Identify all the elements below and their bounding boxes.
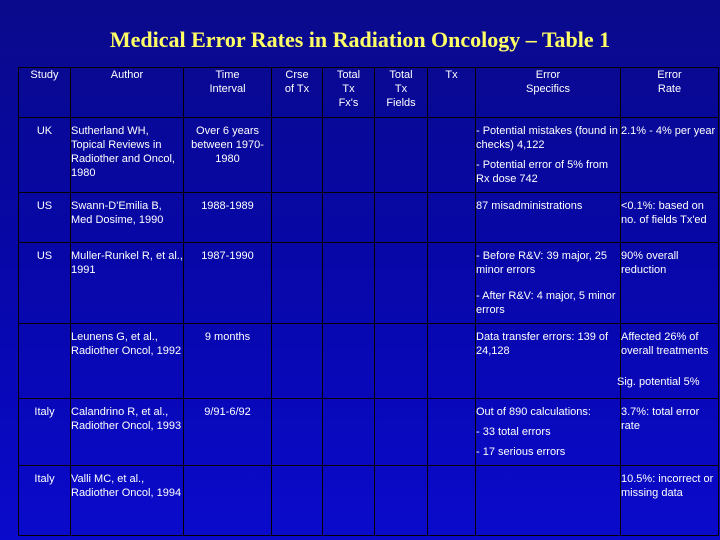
- specifics-line: - 33 total errors: [476, 426, 551, 438]
- cell-interval: 9 months: [184, 324, 272, 399]
- cell-author: Valli MC, et al., Radiother Oncol, 1994: [71, 466, 184, 536]
- cell-author: Leunens G, et al., Radiother Oncol, 1992: [71, 324, 184, 399]
- table-row: [19, 243, 719, 324]
- cell-crse: [272, 193, 323, 243]
- specifics-line: - 17 serious errors: [476, 446, 566, 458]
- header-author: Author: [71, 68, 184, 118]
- cell-tx: [428, 324, 476, 399]
- cell-specifics: [476, 324, 621, 399]
- cell-study: Italy: [19, 399, 71, 466]
- cell-crse: [272, 466, 323, 536]
- cell-fxs: [323, 466, 375, 536]
- cell-fields: [375, 466, 428, 536]
- cell-specifics: [476, 399, 621, 466]
- cell-fields: [375, 118, 428, 193]
- rate-extra: Sig. potential 5%: [617, 376, 700, 388]
- cell-study: US: [19, 243, 71, 324]
- cell-interval: 9/91-6/92: [184, 399, 272, 466]
- cell-tx: [428, 243, 476, 324]
- cell-rate: 90% overall reduction: [621, 243, 719, 324]
- cell-tx: [428, 399, 476, 466]
- cell-author: Swann-D'Emilia B, Med Dosime, 1990: [71, 193, 184, 243]
- cell-crse: [272, 324, 323, 399]
- cell-crse: [272, 118, 323, 193]
- cell-rate: 3.7%: total error rate: [621, 399, 719, 466]
- cell-tx: [428, 193, 476, 243]
- header-time-interval: Time Interval: [184, 68, 272, 118]
- cell-tx: [428, 466, 476, 536]
- specifics-line: - Potential mistakes (found in checks) 4,122: [476, 125, 618, 151]
- table-row: [19, 399, 719, 466]
- specifics-line: - Potential error of 5% from Rx dose 742: [476, 159, 609, 185]
- cell-author: Muller-Runkel R, et al., 1991: [71, 243, 184, 324]
- cell-study: UK: [19, 118, 71, 193]
- cell-fields: [375, 193, 428, 243]
- cell-study: US: [19, 193, 71, 243]
- header-error-rate: Error Rate: [621, 68, 719, 118]
- cell-fxs: [323, 243, 375, 324]
- cell-author: Calandrino R, et al., Radiother Oncol, 1993: [71, 399, 184, 466]
- header-total-tx-fields: Total Tx Fields: [375, 68, 428, 118]
- table-row: [19, 193, 719, 243]
- table-row: [19, 466, 719, 536]
- specifics-line: Data transfer errors: 139 of 24,128: [476, 331, 609, 357]
- cell-tx: [428, 118, 476, 193]
- table-row: [19, 118, 719, 193]
- cell-interval: 1987-1990: [184, 243, 272, 324]
- cell-specifics: [476, 118, 621, 193]
- table-row: [19, 324, 719, 399]
- cell-specifics: [476, 193, 621, 243]
- cell-study: Italy: [19, 466, 71, 536]
- cell-interval: 1988-1989: [184, 193, 272, 243]
- cell-rate: <0.1%: based on no. of fields Tx'ed: [621, 193, 719, 243]
- cell-rate: [617, 324, 719, 399]
- cell-fxs: [323, 118, 375, 193]
- header-tx: Tx: [428, 68, 476, 118]
- cell-interval: Over 6 years between 1970-1980: [184, 118, 272, 193]
- cell-fields: [375, 324, 428, 399]
- header-study: Study: [19, 68, 71, 118]
- cell-specifics: [476, 466, 621, 536]
- cell-rate: 2.1% - 4% per year: [621, 118, 719, 193]
- specifics-line: - Before R&V: 39 major, 25 minor errors: [476, 250, 608, 276]
- header-row: [19, 68, 719, 118]
- cell-author: Sutherland WH, Topical Reviews in Radiother and Oncol, 1980: [71, 118, 184, 193]
- page-title: Medical Error Rates in Radiation Oncology – Table 1: [109, 27, 611, 52]
- cell-interval: [184, 466, 272, 536]
- header-error-specifics: Error Specifics: [476, 68, 621, 118]
- header-crse-of-tx: Crse of Tx: [272, 68, 323, 118]
- cell-rate: 10.5%: incorrect or missing data: [621, 466, 719, 536]
- specifics-line: 87 misadministrations: [476, 200, 583, 212]
- specifics-line: Out of 890 calculations:: [476, 406, 591, 418]
- cell-crse: [272, 243, 323, 324]
- error-rates-table: [18, 67, 719, 536]
- cell-fields: [375, 399, 428, 466]
- cell-crse: [272, 399, 323, 466]
- specifics-line: - After R&V: 4 major, 5 minor errors: [476, 290, 616, 316]
- header-total-tx-fxs: Total Tx Fx's: [323, 68, 375, 118]
- rate-main: Affected 26% of overall treatments: [621, 331, 709, 357]
- cell-fxs: [323, 193, 375, 243]
- cell-fxs: [323, 324, 375, 399]
- cell-specifics: [476, 243, 621, 324]
- cell-fields: [375, 243, 428, 324]
- cell-study: [19, 324, 71, 399]
- cell-fxs: [323, 399, 375, 466]
